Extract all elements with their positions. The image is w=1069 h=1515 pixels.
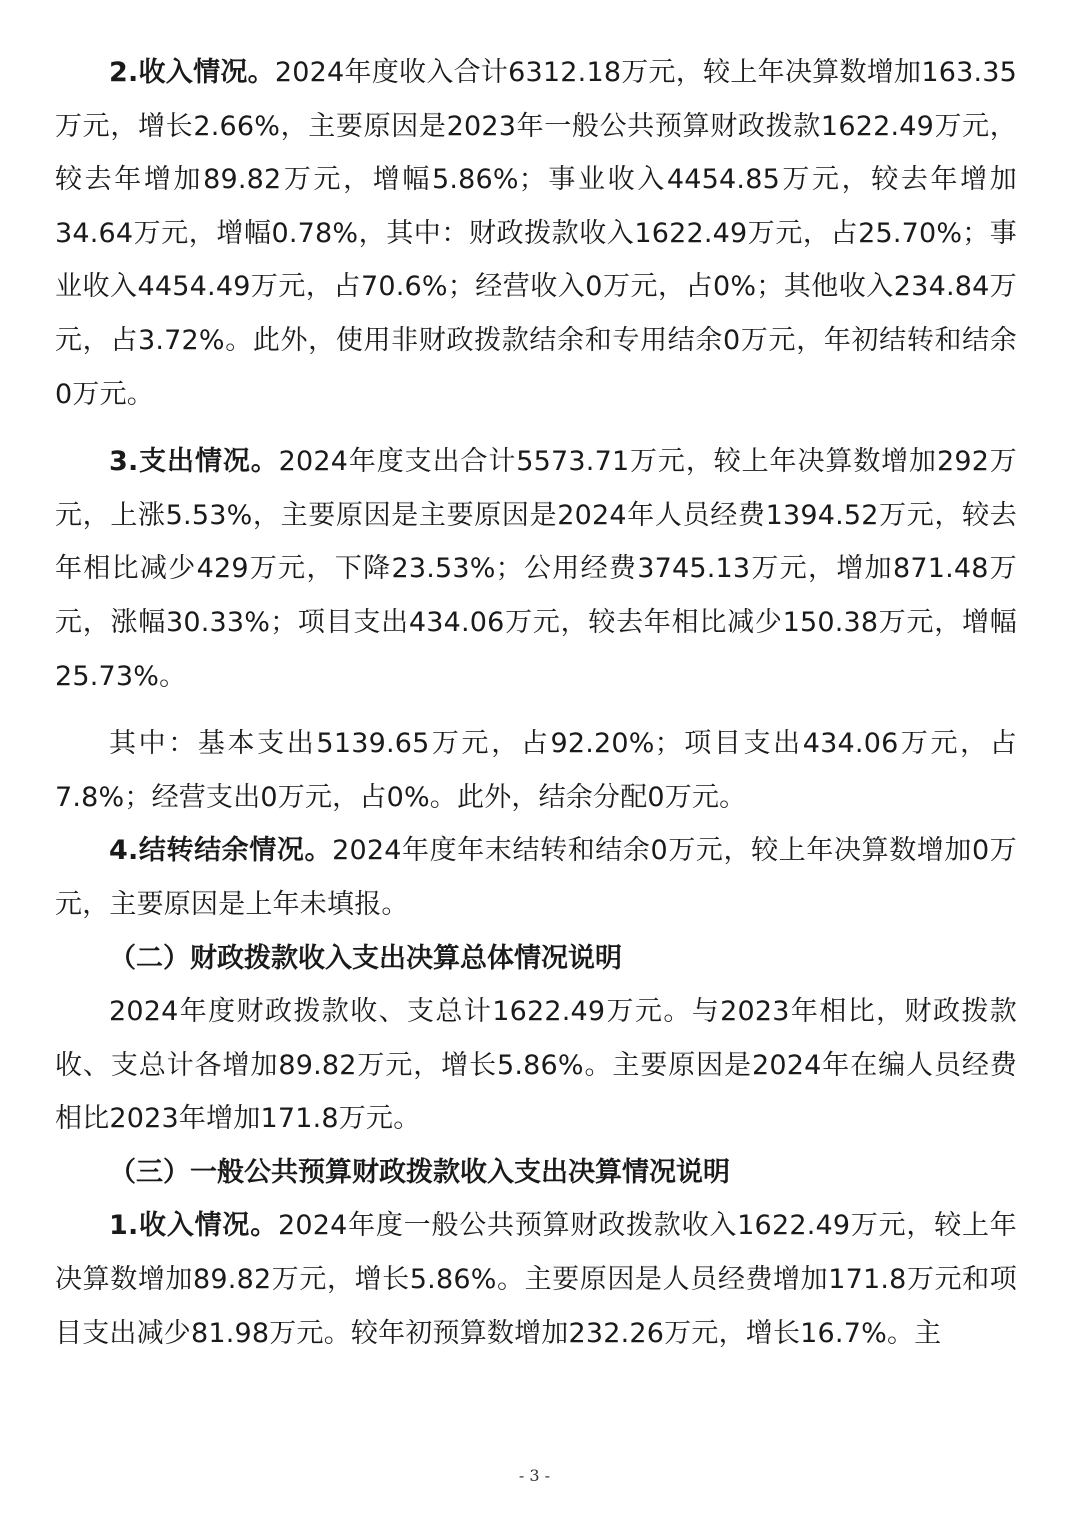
section3-income-heading: 1.收入情况。	[109, 1210, 278, 1242]
section2-paragraph	[55, 985, 1017, 1146]
expenditure-paragraph	[55, 435, 1017, 703]
expenditure-body: 2024年度支出合计5573.71万元，较上年决算数增加292万元，上涨5.53%，主要原因是主要原因是2024年人员经费1394.52万元，较去年相比减少429万元，下降23.53%；公用经费3745.13万元，增加871.48万元，涨幅30.33%；项目支出434.06万元，较去年相比减少150.38万元，增幅25.73%。	[55, 446, 1017, 692]
expenditure-breakdown-paragraph	[55, 717, 1017, 824]
income-heading: 2.收入情况。	[109, 57, 275, 88]
carryover-heading: 4.结转结余情况。	[109, 835, 333, 867]
page-number: - 3 -	[518, 1466, 551, 1485]
section2-title: （二）财政拨款收入支出决算总体情况说明	[109, 942, 622, 974]
section3-income-body: 2024年度一般公共预算财政拨款收入1622.49万元，较上年决算数增加89.82万元，增长5.86%。主要原因是人员经费增加171.8万元和项目支出减少81.98万元。较年初预算数增加232.26万元，增长16.7%。主	[55, 1210, 1017, 1349]
income-body: 2024年度收入合计6312.18万元，较上年决算数增加163.35万元，增长2.66%，主要原因是2023年一般公共预算财政拨款1622.49万元，较去年增加89.82万元，增幅5.86%；事业收入4454.85万元，较去年增加34.64万元，增幅0.78%，其中：财政拨款收入1622.49万元，占25.70%；事业收入4454.49万元，占70.6%；经营收入0万元，占0%；其他收入234.84万元，占3.72%。此外，使用非财政拨款结余和专用结余0万元，年初结转和结余0万元。	[55, 57, 1017, 410]
section3-title: （三）一般公共预算财政拨款收入支出决算情况说明	[109, 1156, 730, 1188]
carryover-body: 2024年度年末结转和结余0万元，较上年决算数增加0万元，主要原因是上年未填报。	[55, 835, 1018, 920]
section3-income-paragraph	[55, 1199, 1017, 1360]
section2-body: 2024年度财政拨款收、支总计1622.49万元。与2023年相比，财政拨款收、支总计各增加89.82万元，增长5.86%。主要原因是2024年在编人员经费相比2023年增加171.8万元。	[55, 996, 1017, 1135]
expenditure-breakdown-body: 其中：基本支出5139.65万元，占92.20%；项目支出434.06万元，占7.8%；经营支出0万元，占0%。此外，结余分配0万元。	[55, 728, 1017, 813]
expenditure-heading: 3.支出情况。	[109, 446, 279, 478]
income-paragraph	[55, 46, 1017, 421]
carryover-paragraph	[55, 824, 1017, 931]
document-page	[55, 46, 1017, 1360]
